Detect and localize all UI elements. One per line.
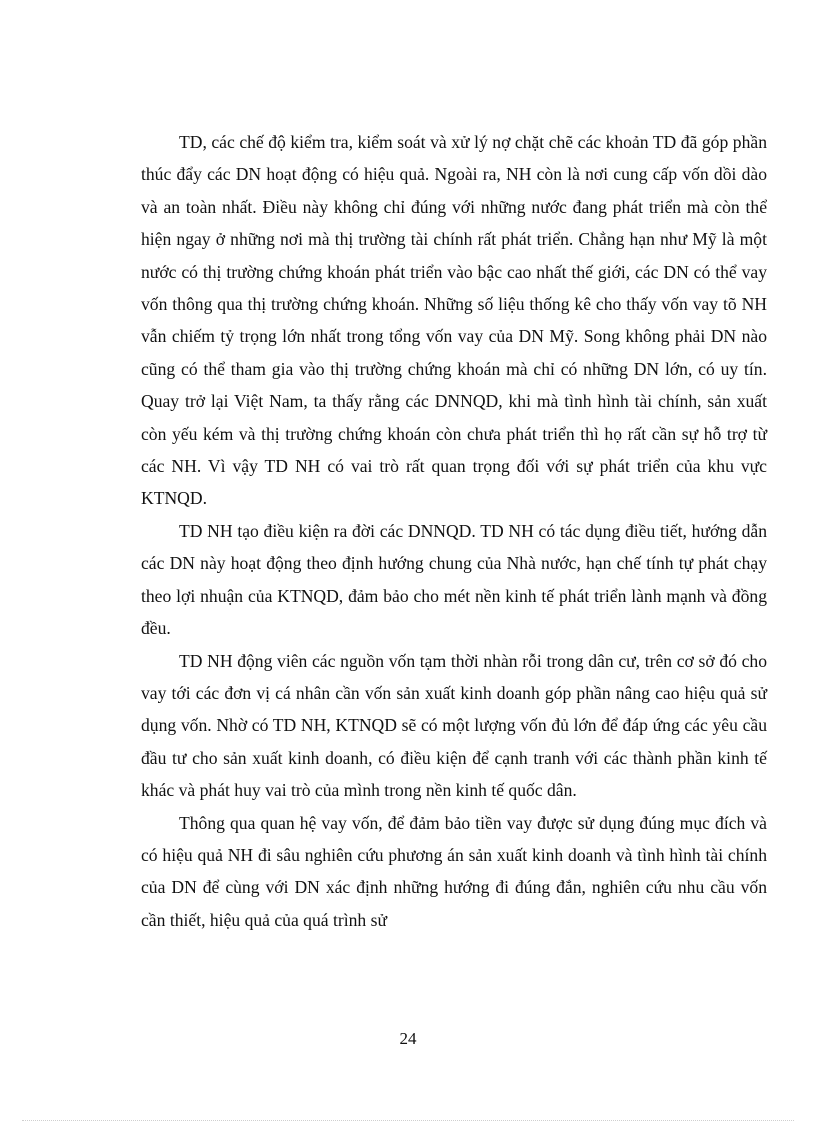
paragraph-3: TD NH động viên các nguồn vốn tạm thời nhàn rỗi trong dân cư, trên cơ sở đó cho vay tới các đơn vị cá nhân cần vốn sản xuất kinh doanh góp phần nâng cao hiệu quả sử dụng vốn. Nhờ có TD NH, KTNQD sẽ có một lượng vốn đủ lớn để đáp ứng các yêu cầu đầu tư cho sản xuất kinh doanh, có điều kiện để cạnh tranh với các thành phần kinh tế khác và phát huy vai trò của mình trong nền kinh tế quốc dân. [141,650,767,801]
paragraph-1: TD, các chế độ kiểm tra, kiểm soát và xử lý nợ chặt chẽ các khoản TD đã góp phần thúc đẩy các DN hoạt động có hiệu quả. Ngoài ra, NH còn là nơi cung cấp vốn dồi dào và an toàn nhất. Điều này không chỉ đúng với những nước đang phát triển mà còn thể hiện ngay ở những nơi mà thị trường tài chính rất phát triển. Chẳng hạn như Mỹ là một nước có thị trường chứng khoán phát triển vào bậc cao nhất thế giới, các DN có thể vay vốn thông qua thị trường chứng khoán. Những số liệu thống kê cho thấy vốn vay tõ NH vẫn chiếm tỷ trọng lớn nhất trong tổng vốn vay của DN Mỹ. Song không phải DN nào cũng có thể tham gia vào thị trường chứng khoán mà chỉ có những DN lớn, có uy tín. Quay trở lại Việt Nam, ta thấy rằng các DNNQD, khi mà tình hình tài chính, sản xuất còn yếu kém và thị trường chứng khoán còn chưa phát triển thì họ rất cần sự hỗ trợ từ các NH. Vì vậy TD NH có vai trò rất quan trọng đối với sự phát triển của khu vực KTNQD. [141,132,767,509]
page-number: 24 [399,1029,417,1048]
page-bottom-border [22,1120,794,1121]
body-text [141,126,767,936]
paragraph-4: Thông qua quan hệ vay vốn, để đảm bảo tiền vay được sử dụng đúng mục đích và có hiệu quả NH đi sâu nghiên cứu phương án sản xuất kinh doanh và tình hình tài chính của DN để cùng với DN xác định những hướng đi đúng đắn, nghiên cứu nhu cầu vốn cần thiết, hiệu quả của quá trình sử [141,812,767,930]
paragraph-2: TD NH tạo điều kiện ra đời các DNNQD. TD NH có tác dụng điều tiết, hướng dẫn các DN này hoạt động theo định hướng chung của Nhà nước, hạn chế tính tự phát chạy theo lợi nhuận của KTNQD, đảm bảo cho mét nền kinh tế phát triển lành mạnh và đồng đều. [141,520,767,639]
